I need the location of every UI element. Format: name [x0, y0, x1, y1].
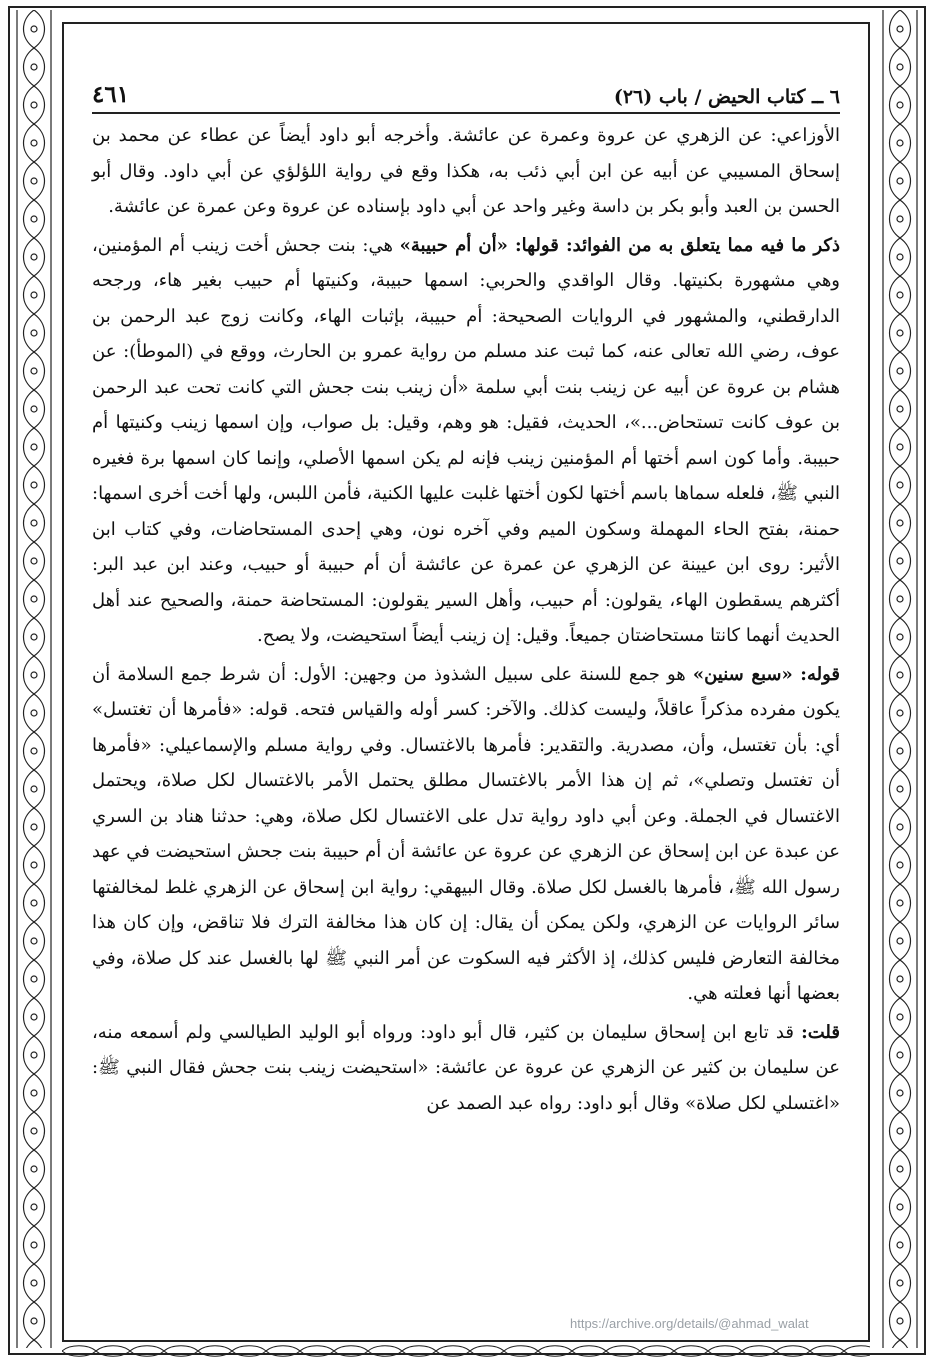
running-title: ٦ ــ كتاب الحيض / باب (٢٦)	[613, 86, 840, 108]
page-number: ٤٦١	[92, 81, 130, 108]
paragraph-2	[92, 228, 840, 654]
bottom-ornament-border	[62, 1344, 870, 1358]
paragraph-text: الأوزاعي: عن الزهري عن عروة وعمرة عن عائشة. وأخرجه أبو داود أيضاً عن عطاء عن محمد بن إسحاق المسيبي عن أبيه عن ابن أبي ذئب به، هكذا وقع في رواية اللؤلؤي عن أبي داود. وقال أبو الحسن بن العبد وأبو بكر بن داسة وغير واحد عن أبي داود بإسناده عن عروة وعن عمرة عن عائشة.	[92, 125, 840, 217]
book-page	[92, 70, 840, 1332]
paragraph-4	[92, 1015, 840, 1122]
paragraph-text: هو جمع للسنة على سبيل الشذوذ من وجهين: الأول: أن شرط جمع السلامة أن يكون مفرده مذكراً عاقلاً، وليست كذلك. والآخر: كسر أوله والقياس فتحه. قوله: «فأمرها أن تغتسل» أي: بأن تغتسل، وأن، مصدرية. والتقدير: فأمرها بالاغتسال. وفي رواية مسلم والإسماعيلي: «فأمرها أن تغتسل وتصلي»، ثم إن هذا الأمر بالاغتسال مطلق يحتمل الأمر بالاغتسال لكل صلاة، ويحتمل الاغتسال في الجملة. وعن أبي داود رواية تدل على الاغتسال لكل صلاة، وهي: حدثنا هناد بن السري عن عبدة عن ابن إسحاق عن الزهري عن عروة عن عائشة أن أم حبيبة بنت جحش استحيضت في عهد رسول الله ﷺ، فأمرها بالغسل لكل صلاة. وقال البيهقي: رواية ابن إسحاق عن الزهري غلط لمخالفتها سائر الروايات عن الزهري، ولكن يمكن أن يقال: إن كان هذا مخالفة الترك فلا تناقض، وإن كان هذا مخالفة التعارض فليس كذلك، إذ الأكثر فيه السكوت عن أمر النبي ﷺ لها بالغسل عند كل صلاة، وفي بعضها أنها فعلته هي.	[92, 663, 840, 1004]
watermark-link: https://archive.org/details/@ahmad_walat	[570, 1316, 809, 1331]
page-header	[92, 70, 840, 114]
paragraph-3	[92, 657, 840, 1012]
left-ornament-border	[14, 10, 54, 1348]
paragraph-text: قد تابع ابن إسحاق سليمان بن كثير، قال أبو داود: ورواه أبو الوليد الطيالسي ولم أسمعه منه، عن سليمان بن كثير عن الزهري عن عروة عن عائشة: «استحيضت زينب بنت جحش فقال النبي ﷺ: «اغتسلي لكل صلاة» وقال أبو داود: رواه عبد الصمد عن	[92, 1021, 840, 1114]
paragraph-1	[92, 118, 840, 225]
paragraph-heading: قوله: «سبع سنين»	[692, 663, 840, 685]
right-ornament-border	[880, 10, 920, 1348]
paragraph-heading: ذكر ما فيه مما يتعلق به من الفوائد: قولها: «أن أم حبيبة»	[399, 234, 841, 256]
paragraph-heading: قلت:	[801, 1021, 840, 1043]
paragraph-text: هي: بنت جحش أخت زينب أم المؤمنين، وهي مشهورة بكنيتها. وقال الواقدي والحربي: اسمها حبيبة، وكنيتها أم حبيب بغير هاء، ورجحه الدارقطني، والمشهور في الروايات الصحيحة: أم حبيبة، بإثبات الهاء، وكانت زوج عبد الرحمن بن عوف، رضي الله تعالى عنه، كما ثبت عند مسلم من رواية عمرو بن الحارث، ووقع في (الموطأ): عن هشام بن عروة عن أبيه عن زينب بنت أبي سلمة «أن زينب بنت جحش التي كانت تحت عبد الرحمن بن عوف كانت تستحاض...»، الحديث، فقيل: هو وهم، وقيل: بل صواب، وإن اسمها زينب وكنيتها أم حبيبة. وأما كون اسم أختها أم المؤمنين زينب فإنه لم يكن اسمها الأصلي، وإنما كان اسمها برة فغيره النبي ﷺ، فلعله سماها باسم أختها لكون أختها غلبت عليها الكنية، فأمن اللبس، ولها أخت أخرى اسمها: حمنة، بفتح الحاء المهملة وسكون الميم وفي آخره نون، وهي إحدى المستحاضات، وفي كتاب ابن الأثير: روى ابن عيينة عن الزهري عن عمرة عن عائشة أن أم حبيبة أو حبيب، وعند ابن عبد البر: أكثرهم يسقطون الهاء، يقولون: أم حبيب، وأهل السير يقولون: المستحاضة حمنة، والصحيح عند أهل الحديث أنهما كانتا مستحاضتان جميعاً. وقيل: إن زينب أيضاً استحيضت، ولا يصح.	[92, 234, 840, 646]
